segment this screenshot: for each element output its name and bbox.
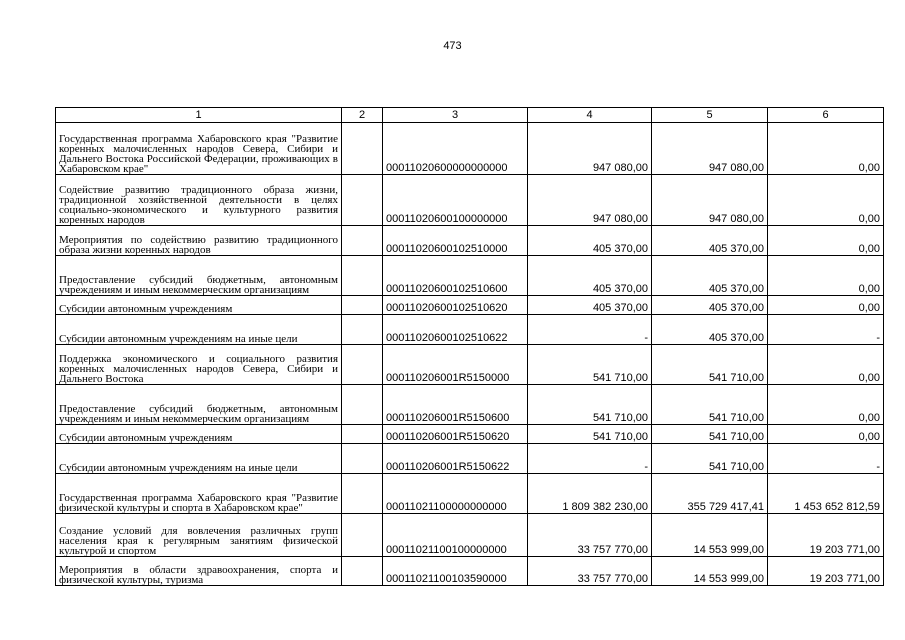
table-row	[56, 474, 884, 514]
row-value-4-cell: 33 757 770,00	[528, 514, 652, 557]
table-row	[56, 557, 884, 586]
row-value-6-cell: -	[768, 315, 884, 345]
row-value-4-cell: 541 710,00	[528, 345, 652, 385]
row-col2-cell	[342, 123, 383, 175]
row-name-cell: Мероприятия по содействию развитию традиционного образа жизни коренных народов	[56, 226, 342, 256]
column-header: 2	[342, 108, 383, 123]
row-code-cell: 00011020600102510600	[383, 256, 528, 296]
column-header: 6	[768, 108, 884, 123]
row-value-5-cell: 947 080,00	[652, 123, 768, 175]
table-row	[56, 425, 884, 444]
row-col2-cell	[342, 345, 383, 385]
column-header: 3	[383, 108, 528, 123]
row-col2-cell	[342, 474, 383, 514]
row-value-6-cell: 0,00	[768, 226, 884, 256]
table-row	[56, 296, 884, 315]
table-row	[56, 444, 884, 474]
row-value-4-cell: 947 080,00	[528, 175, 652, 226]
row-value-5-cell: 541 710,00	[652, 444, 768, 474]
table-row	[56, 123, 884, 175]
row-col2-cell	[342, 514, 383, 557]
row-name-cell: Создание условий для вовлечения различных групп населения края к регулярным занятиям физической культурой и спортом	[56, 514, 342, 557]
row-col2-cell	[342, 315, 383, 345]
row-value-5-cell: 405 370,00	[652, 226, 768, 256]
row-value-4-cell: -	[528, 315, 652, 345]
row-value-6-cell: 0,00	[768, 175, 884, 226]
row-name-cell: Содействие развитию традиционного образа жизни, традиционной хозяйственной деятельности в целях социально-экономического и культурного развития коренных народов	[56, 175, 342, 226]
row-code-cell: 00011021100100000000	[383, 514, 528, 557]
row-value-4-cell: 405 370,00	[528, 256, 652, 296]
row-name-cell: Субсидии автономным учреждениям	[56, 296, 342, 315]
table-row	[56, 385, 884, 425]
row-code-cell: 00011020600102510620	[383, 296, 528, 315]
row-code-cell: 000110206001R5150000	[383, 345, 528, 385]
row-code-cell: 000110206001R5150620	[383, 425, 528, 444]
row-value-6-cell: 0,00	[768, 425, 884, 444]
row-name-cell: Государственная программа Хабаровского края "Развитие физической культуры и спорта в Хабаровском крае"	[56, 474, 342, 514]
row-value-5-cell: 541 710,00	[652, 425, 768, 444]
row-col2-cell	[342, 444, 383, 474]
row-value-5-cell: 947 080,00	[652, 175, 768, 226]
column-header: 1	[56, 108, 342, 123]
row-col2-cell	[342, 385, 383, 425]
row-name-cell: Предоставление субсидий бюджетным, автономным учреждениям и иным некоммерческим организациям	[56, 256, 342, 296]
row-value-6-cell: 0,00	[768, 296, 884, 315]
table-row	[56, 345, 884, 385]
row-col2-cell	[342, 557, 383, 586]
row-code-cell: 000110206001R5150622	[383, 444, 528, 474]
row-col2-cell	[342, 226, 383, 256]
row-value-6-cell: 19 203 771,00	[768, 557, 884, 586]
row-value-5-cell: 405 370,00	[652, 256, 768, 296]
row-value-6-cell: 19 203 771,00	[768, 514, 884, 557]
table-row	[56, 226, 884, 256]
row-code-cell: 00011020600100000000	[383, 175, 528, 226]
row-col2-cell	[342, 256, 383, 296]
row-value-4-cell: 405 370,00	[528, 296, 652, 315]
budget-table	[55, 107, 884, 586]
row-name-cell: Мероприятия в области здравоохранения, спорта и физической культуры, туризма	[56, 557, 342, 586]
row-code-cell: 00011020600102510000	[383, 226, 528, 256]
column-header: 5	[652, 108, 768, 123]
column-header: 4	[528, 108, 652, 123]
table-row	[56, 256, 884, 296]
row-value-6-cell: 1 453 652 812,59	[768, 474, 884, 514]
table-header-row	[56, 108, 884, 123]
row-name-cell: Предоставление субсидий бюджетным, автономным учреждениям и иным некоммерческим организациям	[56, 385, 342, 425]
row-code-cell: 00011020600102510622	[383, 315, 528, 345]
row-code-cell: 000110206001R5150600	[383, 385, 528, 425]
row-code-cell: 00011020600000000000	[383, 123, 528, 175]
row-code-cell: 00011021100000000000	[383, 474, 528, 514]
row-value-5-cell: 405 370,00	[652, 296, 768, 315]
row-value-4-cell: -	[528, 444, 652, 474]
table-row	[56, 315, 884, 345]
row-value-4-cell: 1 809 382 230,00	[528, 474, 652, 514]
row-value-4-cell: 541 710,00	[528, 425, 652, 444]
row-name-cell: Поддержка экономического и социального развития коренных малочисленных народов Севера, Сибири и Дальнего Востока	[56, 345, 342, 385]
row-value-5-cell: 405 370,00	[652, 315, 768, 345]
row-col2-cell	[342, 175, 383, 226]
table-row	[56, 175, 884, 226]
row-value-5-cell: 355 729 417,41	[652, 474, 768, 514]
row-value-4-cell: 405 370,00	[528, 226, 652, 256]
row-value-6-cell: 0,00	[768, 385, 884, 425]
row-value-6-cell: -	[768, 444, 884, 474]
row-value-6-cell: 0,00	[768, 256, 884, 296]
row-value-5-cell: 14 553 999,00	[652, 557, 768, 586]
row-value-4-cell: 541 710,00	[528, 385, 652, 425]
row-code-cell: 00011021100103590000	[383, 557, 528, 586]
row-name-cell: Субсидии автономным учреждениям на иные цели	[56, 315, 342, 345]
row-col2-cell	[342, 296, 383, 315]
row-value-5-cell: 541 710,00	[652, 345, 768, 385]
row-name-cell: Субсидии автономным учреждениям	[56, 425, 342, 444]
row-col2-cell	[342, 425, 383, 444]
row-name-cell: Государственная программа Хабаровского края "Развитие коренных малочисленных народов Севера, Сибири и Дальнего Востока Российской Федерации, проживающих в Хабаровском крае"	[56, 123, 342, 175]
row-name-cell: Субсидии автономным учреждениям на иные цели	[56, 444, 342, 474]
row-value-5-cell: 541 710,00	[652, 385, 768, 425]
row-value-6-cell: 0,00	[768, 345, 884, 385]
row-value-5-cell: 14 553 999,00	[652, 514, 768, 557]
table-row	[56, 514, 884, 557]
row-value-6-cell: 0,00	[768, 123, 884, 175]
row-value-4-cell: 947 080,00	[528, 123, 652, 175]
row-value-4-cell: 33 757 770,00	[528, 557, 652, 586]
page-number: 473	[443, 40, 462, 52]
